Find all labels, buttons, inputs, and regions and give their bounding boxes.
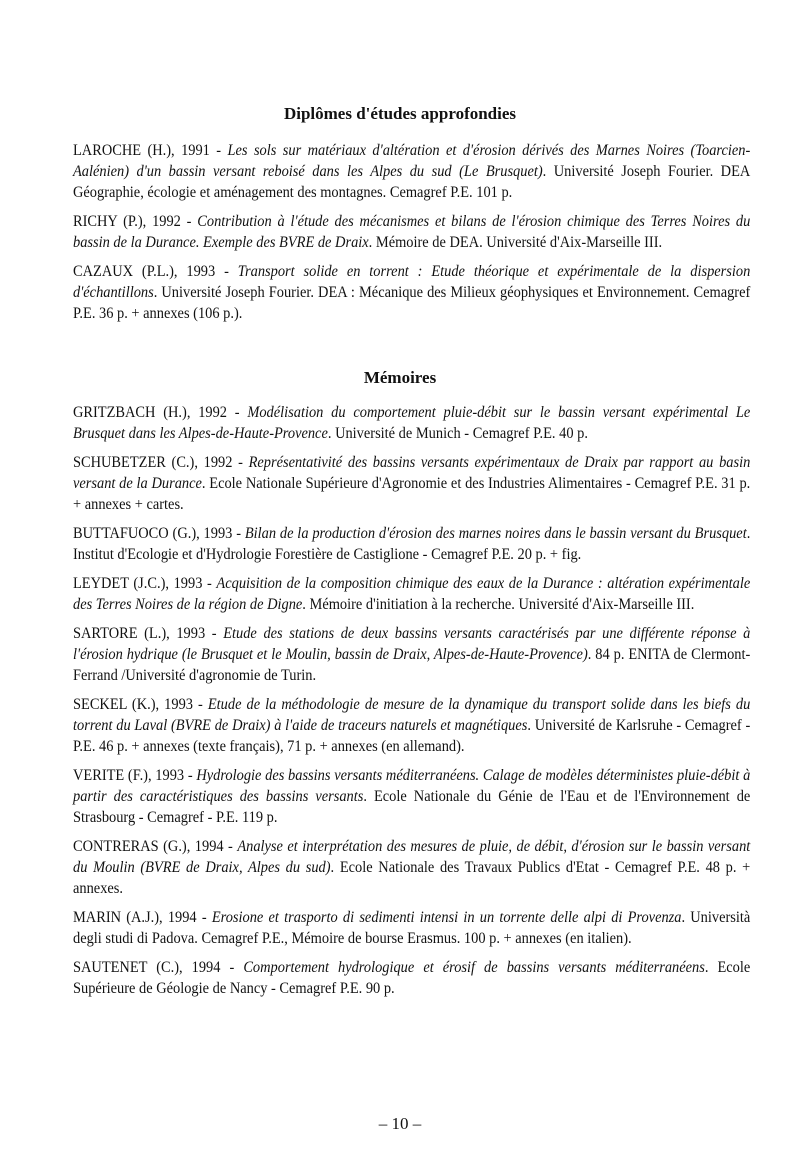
- entry-details: . Université de Munich - Cemagref P.E. 40 p.: [327, 424, 588, 442]
- bibliography-entry: [73, 261, 750, 324]
- entry-author: SECKEL (K.), 1993 -: [73, 695, 208, 713]
- bibliography-entry: [73, 402, 750, 444]
- entry-details: . 84 p. ENITA de Clermont-Ferrand /Université d'agronomie de Turin.: [73, 645, 751, 684]
- entry-author: SAUTENET (C.), 1994 -: [73, 958, 244, 976]
- entry-details: . Institut d'Ecologie et d'Hydrologie Forestière de Castiglione - Cemagref P.E. 20 p. + fig.: [73, 524, 751, 563]
- bibliography-entry: [73, 957, 750, 999]
- entry-author: RICHY (P.), 1992 -: [73, 212, 198, 230]
- entry-details: . Mémoire de DEA. Université d'Aix-Marseille III.: [368, 233, 663, 251]
- entry-title: Comportement hydrologique et érosif de bassins versants méditerranéens: [243, 958, 705, 976]
- entry-title: Hydrologie des bassins versants méditerranéens. Calage de modèles déterministes pluie-débit à partir des caractéristiques des bassins versants: [73, 766, 751, 805]
- entry-details: . Ecole Nationale des Travaux Publics d'Etat - Cemagref P.E. 48 p. + annexes.: [73, 858, 751, 897]
- bibliography-entry: [73, 573, 750, 615]
- entry-author: SARTORE (L.), 1993 -: [73, 624, 224, 642]
- dea-entries: [73, 140, 750, 332]
- bibliography-entry: [73, 140, 750, 203]
- entry-author: LAROCHE (H.), 1991 -: [73, 141, 228, 159]
- page-number: – 10 –: [378, 1114, 422, 1133]
- entry-author: VERITE (F.), 1993 -: [73, 766, 197, 784]
- entry-details: . Mémoire d'initiation à la recherche. Université d'Aix-Marseille III.: [302, 595, 695, 613]
- entry-details: . Université Joseph Fourier. DEA Géographie, écologie et aménagement des montagnes. Cemagref P.E. 101 p.: [73, 162, 751, 201]
- entry-title: Etude des stations de deux bassins versants caractérisés par une différente réponse à l'érosion hydrique (le Brusquet et le Moulin, bassin de Draix, Alpes-de-Haute-Provence): [73, 624, 751, 663]
- bibliography-entry: [73, 694, 750, 757]
- bibliography-entry: [73, 836, 750, 899]
- bibliography-entry: [73, 211, 750, 253]
- entry-title: Les sols sur matériaux d'altération et d'érosion dérivés des Marnes Noires (Toarcien-Aalénien) d'un bassin versant reboisé dans les Alpes du sud (Le Brusquet): [73, 141, 751, 180]
- entry-author: CONTRERAS (G.), 1994 -: [73, 837, 238, 855]
- entry-title: Contribution à l'étude des mécanismes et bilans de l'érosion chimique des Terres Noires du bassin de la Durance. Exemple des BVRE de Draix: [73, 212, 751, 251]
- entry-details: . Università degli studi di Padova. Cemagref P.E., Mémoire de bourse Erasmus. 100 p. + annexes (en italien).: [73, 908, 751, 947]
- bibliography-entry: [73, 523, 750, 565]
- bibliography-entry: [73, 623, 750, 686]
- entry-author: LEYDET (J.C.), 1993 -: [73, 574, 217, 592]
- entry-title: Erosione et trasporto di sedimenti intensi in un torrente delle alpi di Provenza: [211, 908, 682, 926]
- bibliography-entry: [73, 907, 750, 949]
- entry-details: . Ecole Nationale du Génie de l'Eau et de l'Environnement de Strasbourg - Cemagref - P.E. 119 p.: [73, 787, 751, 826]
- entry-title: Modélisation du comportement pluie-débit sur le bassin versant expérimental Le Brusquet dans les Alpes-de-Haute-Provence: [73, 403, 751, 442]
- entry-details: . Université Joseph Fourier. DEA : Mécanique des Milieux géophysiques et Environnement. Cemagref P.E. 36 p. + annexes (106 p.).: [73, 283, 751, 322]
- section-heading-dea: Diplômes d'études approfondies: [283, 104, 517, 123]
- entry-author: BUTTAFUOCO (G.), 1993 -: [73, 524, 245, 542]
- entry-details: . Université de Karlsruhe - Cemagref - P.E. 46 p. + annexes (texte français), 71 p. + annexes (en allemand).: [73, 716, 751, 755]
- entry-title: Transport solide en torrent : Etude théorique et expérimentale de la dispersion d'échantillons: [73, 262, 751, 301]
- entry-title: Bilan de la production d'érosion des marnes noires dans le bassin versant du Brusquet: [244, 524, 747, 542]
- section-heading-memoires: Mémoires: [363, 368, 437, 387]
- entry-author: CAZAUX (P.L.), 1993 -: [73, 262, 238, 280]
- bibliography-entry: [73, 452, 750, 515]
- entry-title: Etude de la méthodologie de mesure de la dynamique du transport solide dans les biefs du torrent du Laval (BVRE de Draix) à l'aide de traceurs naturels et magnétiques: [73, 695, 751, 734]
- entry-author: GRITZBACH (H.), 1992 -: [73, 403, 248, 421]
- entry-title: Représentativité des bassins versants expérimentaux de Draix par rapport au basin versant de la Durance: [73, 453, 751, 492]
- bibliography-entry: [73, 765, 750, 828]
- entry-title: Acquisition de la composition chimique des eaux de la Durance : altération expérimentale des Terres Noires de la région de Digne: [73, 574, 751, 613]
- entry-details: . Ecole Supérieure de Géologie de Nancy - Cemagref P.E. 90 p.: [73, 958, 751, 997]
- entry-author: MARIN (A.J.), 1994 -: [73, 908, 212, 926]
- memoires-entries: [73, 402, 750, 1007]
- entry-details: . Ecole Nationale Supérieure d'Agronomie et des Industries Alimentaires - Cemagref P.E. 31 p. + annexes + cartes.: [73, 474, 751, 513]
- entry-author: SCHUBETZER (C.), 1992 -: [73, 453, 249, 471]
- entry-title: Analyse et interprétation des mesures de pluie, de débit, d'érosion sur le bassin versant du Moulin (BVRE de Draix, Alpes du sud): [73, 837, 751, 876]
